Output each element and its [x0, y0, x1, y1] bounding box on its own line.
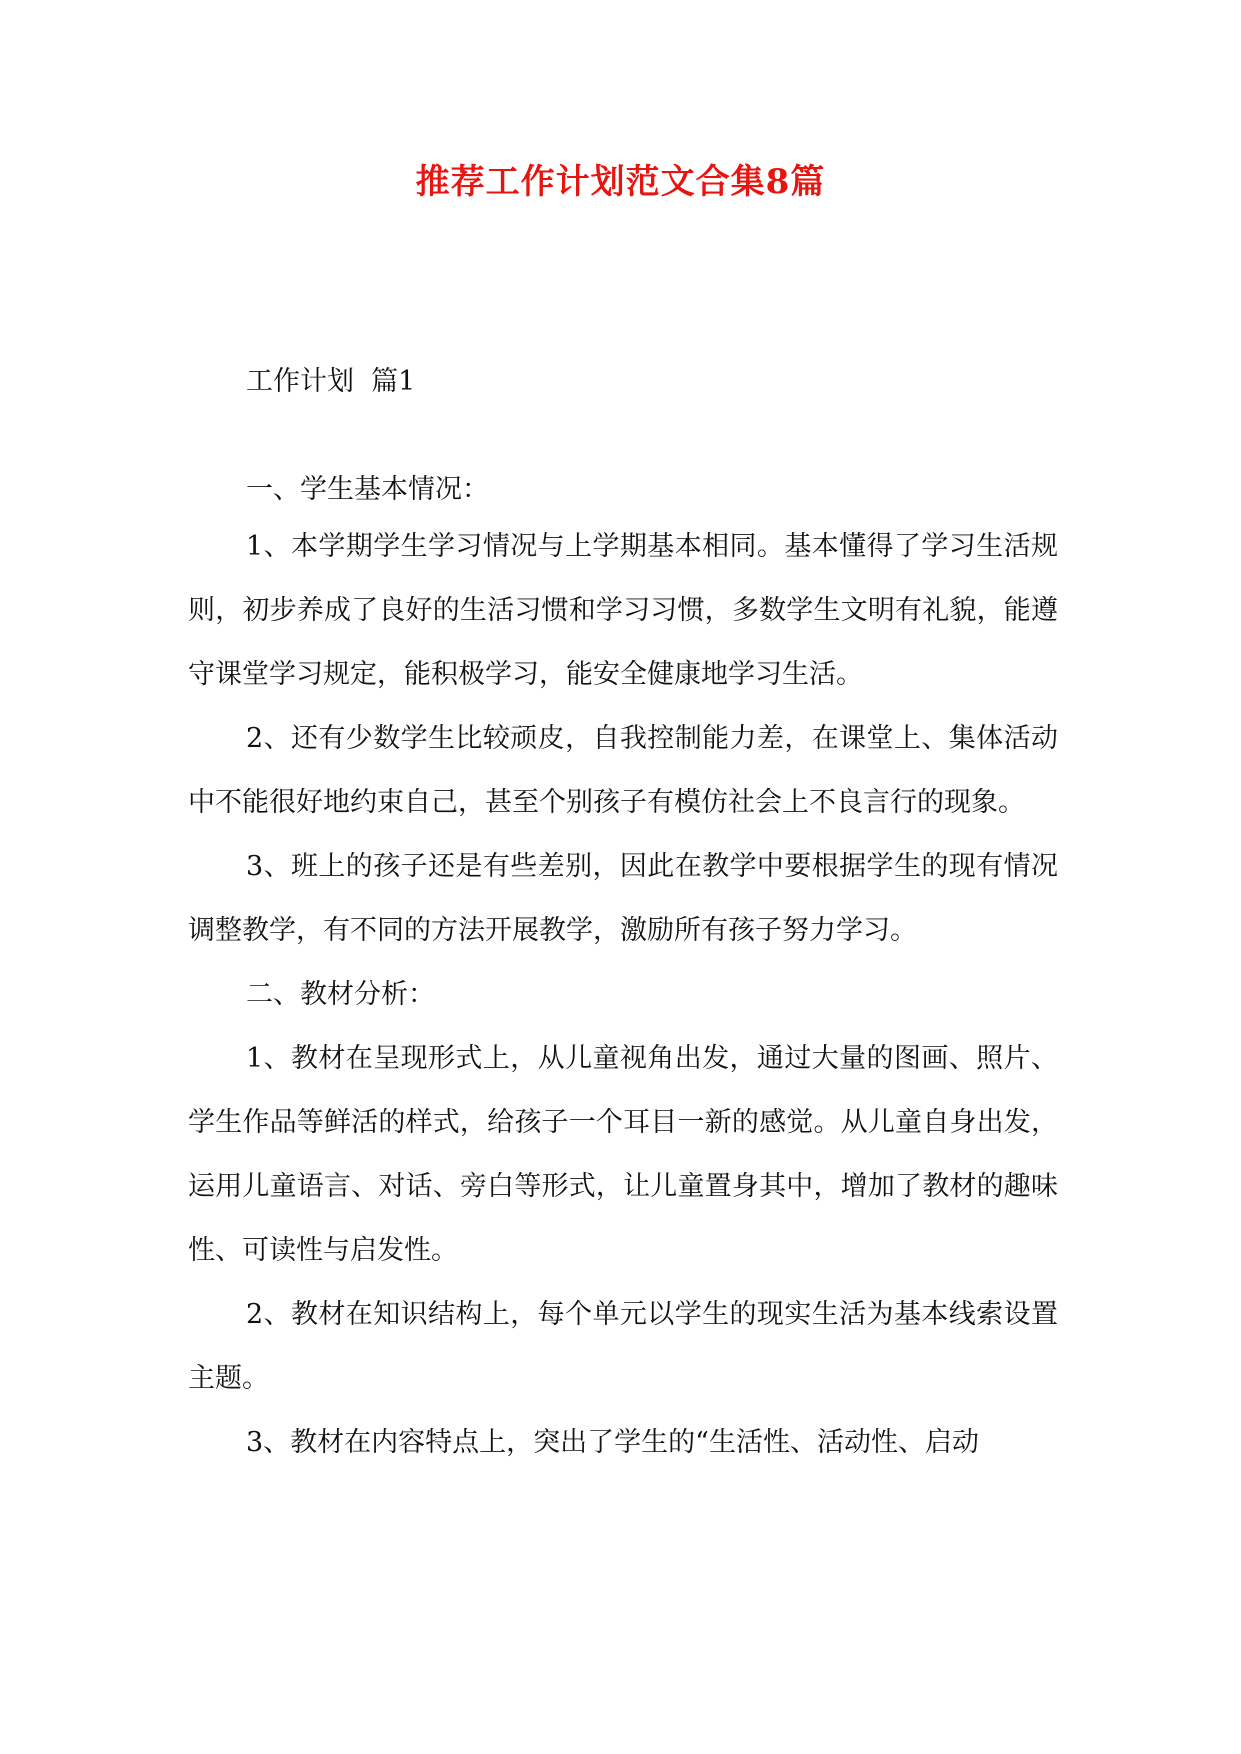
paragraph: 1、教材在呈现形式上，从儿童视角出发，通过大量的图画、照片、学生作品等鲜活的样式，给孩子一个耳目一新的感觉。从儿童自身出发，运用儿童语言、对话、旁白等形式，让儿童置身其中，增加了教材的趣味性、可读性与启发性。 [188, 1043, 1058, 1266]
document-title: 推荐工作计划范文合集8篇 [415, 162, 826, 202]
paragraph: 2、还有少数学生比较顽皮，自我控制能力差，在课堂上、集体活动中不能很好地约束自己，甚至个别孩子有模仿社会上不良言行的现象。 [188, 723, 1058, 818]
paragraph: 3、教材在内容特点上，突出了学生的“生活性、活动性、启动 [246, 1427, 979, 1458]
paragraph-heading-textbook-analysis: 二、教材分析： [246, 979, 435, 1010]
section-heading: 工作计划 篇1 [246, 366, 416, 397]
document-body [188, 474, 1058, 1475]
paragraph: 2、教材在知识结构上，每个单元以学生的现实生活为基本线索设置主题。 [188, 1299, 1058, 1394]
paragraph-heading-student-situation: 一、学生基本情况： [246, 474, 489, 505]
paragraph: 1、本学期学生学习情况与上学期基本相同。基本懂得了学习生活规则，初步养成了良好的生活习惯和学习习惯，多数学生文明有礼貌，能遵守课堂学习规定，能积极学习，能安全健康地学习生活。 [188, 531, 1058, 690]
paragraph: 3、班上的孩子还是有些差别，因此在教学中要根据学生的现有情况调整教学，有不同的方法开展教学，激励所有孩子努力学习。 [188, 851, 1058, 946]
